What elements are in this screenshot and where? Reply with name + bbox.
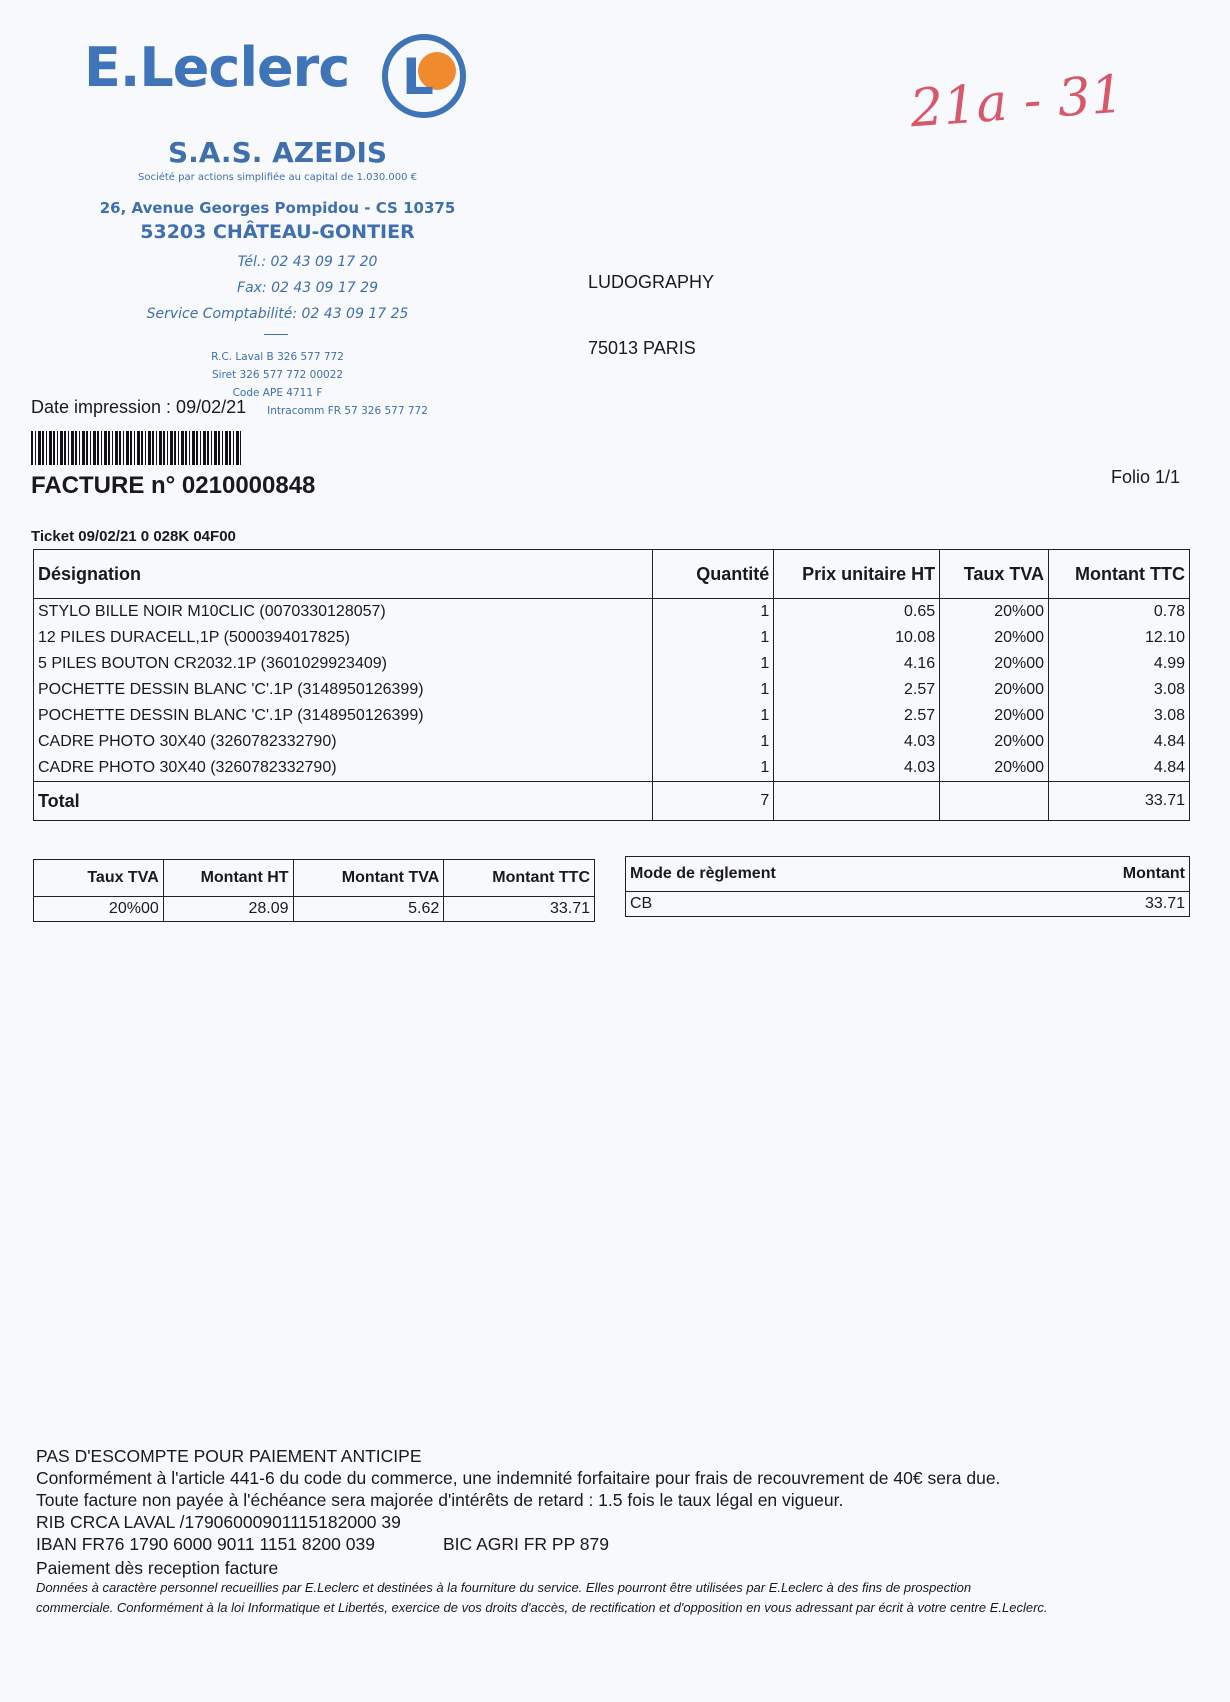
invoice-title: FACTURE n° 0210000848 <box>31 472 316 499</box>
table-row <box>34 651 1190 677</box>
col-montant-tva: Montant TVA <box>293 860 444 897</box>
table-row <box>34 897 595 922</box>
payment-table <box>625 856 1190 917</box>
item-vat-rate: 20%00 <box>940 651 1049 677</box>
vat-amount-ht: 28.09 <box>163 897 293 922</box>
vat-amount-ttc: 33.71 <box>444 897 595 922</box>
company-intracomm: Intracomm FR 57 326 577 772 <box>267 405 428 417</box>
total-empty-cell <box>940 782 1049 821</box>
item-designation: POCHETTE DESSIN BLANC 'C'.1P (3148950126399) <box>34 677 653 703</box>
table-row <box>34 625 1190 651</box>
total-empty-cell <box>774 782 940 821</box>
table-row <box>34 703 1190 729</box>
company-address-line1: 26, Avenue Georges Pompidou - CS 10375 <box>99 199 456 217</box>
footer-legal-line2: commerciale. Conformément à la loi Informatique et Libertés, exercice de vos droits d'accès, de rectification et d'opposition en vous adressant par écrit à votre centre E.Leclerc. <box>36 1600 1048 1615</box>
item-unit-price: 4.03 <box>774 729 940 755</box>
total-label: Total <box>34 782 653 821</box>
col-designation: Désignation <box>34 550 653 599</box>
total-row <box>34 782 1190 821</box>
leclerc-logo-icon <box>382 34 466 118</box>
item-quantity: 1 <box>653 625 774 651</box>
item-designation: STYLO BILLE NOIR M10CLIC (0070330128057) <box>34 599 653 626</box>
item-vat-rate: 20%00 <box>940 729 1049 755</box>
item-amount-ttc: 4.84 <box>1049 729 1190 755</box>
company-siret: Siret 326 577 772 00022 <box>211 369 344 381</box>
barcode-icon <box>31 431 241 465</box>
col-montant-ht: Montant HT <box>163 860 293 897</box>
footer-bic: BIC AGRI FR PP 879 <box>443 1534 609 1554</box>
payment-mode: CB <box>630 895 653 912</box>
item-amount-ttc: 4.99 <box>1049 651 1190 677</box>
item-vat-rate: 20%00 <box>940 755 1049 782</box>
ticket-ref: Ticket 09/02/21 0 028K 04F00 <box>31 528 236 545</box>
item-quantity: 1 <box>653 703 774 729</box>
table-row <box>34 599 1190 626</box>
item-designation: 5 PILES BOUTON CR2032.1P (3601029923409) <box>34 651 653 677</box>
payment-header <box>626 857 1190 892</box>
item-designation: POCHETTE DESSIN BLANC 'C'.1P (3148950126399) <box>34 703 653 729</box>
item-designation: CADRE PHOTO 30X40 (3260782332790) <box>34 755 653 782</box>
recipient-name: LUDOGRAPHY <box>588 272 715 292</box>
item-designation: 12 PILES DURACELL,1P (5000394017825) <box>34 625 653 651</box>
footer-legal-line1: Données à caractère personnel recueillies par E.Leclerc et destinées à la fourniture du service. Elles pourront être utilisées par E.Leclerc à des fins de prospection <box>36 1580 972 1595</box>
col-taux-tva: Taux TVA <box>34 860 164 897</box>
date-impression: Date impression : 09/02/21 <box>31 397 247 417</box>
item-quantity: 1 <box>653 677 774 703</box>
company-name: S.A.S. AZEDIS <box>167 136 388 169</box>
vat-amount-tva: 5.62 <box>293 897 444 922</box>
col-montant: Montant <box>1025 857 1190 892</box>
item-amount-ttc: 12.10 <box>1049 625 1190 651</box>
footer-late-interest: Toute facture non payée à l'échéance sera majorée d'intérêts de retard : 1.5 fois le taux légal en vigueur. <box>36 1490 844 1510</box>
company-tel: Tél.: 02 43 09 17 20 <box>237 254 378 270</box>
item-amount-ttc: 3.08 <box>1049 677 1190 703</box>
total-amount-ttc: 33.71 <box>1049 782 1190 821</box>
item-unit-price: 2.57 <box>774 703 940 729</box>
folio: Folio 1/1 <box>1111 467 1181 487</box>
item-quantity: 1 <box>653 599 774 626</box>
item-unit-price: 2.57 <box>774 677 940 703</box>
logo-mark: L <box>402 48 434 106</box>
item-vat-rate: 20%00 <box>940 703 1049 729</box>
col-taux-tva: Taux TVA <box>940 550 1049 599</box>
company-ape: Code APE 4711 F <box>232 387 323 399</box>
table-row <box>34 729 1190 755</box>
item-vat-rate: 20%00 <box>940 677 1049 703</box>
item-unit-price: 0.65 <box>774 599 940 626</box>
company-fax: Fax: 02 43 09 17 29 <box>237 280 378 296</box>
divider <box>264 334 288 335</box>
table-row <box>34 755 1190 782</box>
col-prix-unitaire: Prix unitaire HT <box>774 550 940 599</box>
footer-payment-terms: Paiement dès reception facture <box>36 1558 279 1578</box>
col-mode-reglement: Mode de règlement <box>626 857 1025 892</box>
footer-rib: RIB CRCA LAVAL /17906000901115182000 39 <box>36 1512 401 1532</box>
item-unit-price: 10.08 <box>774 625 940 651</box>
footer-recovery-indemnity: Conformément à l'article 441-6 du code du commerce, une indemnité forfaitaire pour frais de recouvrement de 40€ sera due. <box>36 1468 1001 1488</box>
recipient-city: 75013 PARIS <box>588 338 696 358</box>
leclerc-logo-text: E.Leclerc <box>84 36 350 99</box>
payment-amount: 33.71 <box>1144 895 1185 912</box>
col-quantite: Quantité <box>653 550 774 599</box>
item-vat-rate: 20%00 <box>940 625 1049 651</box>
item-vat-rate: 20%00 <box>940 599 1049 626</box>
item-unit-price: 4.16 <box>774 651 940 677</box>
table-row <box>34 677 1190 703</box>
item-designation: CADRE PHOTO 30X40 (3260782332790) <box>34 729 653 755</box>
items-table <box>33 549 1190 821</box>
items-table-header <box>34 550 1190 599</box>
item-amount-ttc: 4.84 <box>1049 755 1190 782</box>
vat-summary-header <box>34 860 595 897</box>
item-quantity: 1 <box>653 729 774 755</box>
total-quantity: 7 <box>653 782 774 821</box>
item-amount-ttc: 3.08 <box>1049 703 1190 729</box>
company-service-comptabilite: Service Comptabilité: 02 43 09 17 25 <box>146 306 409 322</box>
col-montant-ttc: Montant TTC <box>1049 550 1190 599</box>
table-row <box>626 892 1190 917</box>
company-address-line2: 53203 CHÂTEAU-GONTIER <box>140 221 415 243</box>
item-quantity: 1 <box>653 755 774 782</box>
footer-iban: IBAN FR76 1790 6000 9011 1151 8200 039 <box>36 1534 375 1554</box>
vat-rate: 20%00 <box>34 897 164 922</box>
col-montant-ttc: Montant TTC <box>444 860 595 897</box>
item-unit-price: 4.03 <box>774 755 940 782</box>
company-rc: R.C. Laval B 326 577 772 <box>211 351 344 363</box>
company-capital: Société par actions simplifiée au capital de 1.030.000 € <box>137 172 417 183</box>
item-amount-ttc: 0.78 <box>1049 599 1190 626</box>
handwritten-note: 21a - 31 <box>908 64 1126 140</box>
footer-no-discount: PAS D'ESCOMPTE POUR PAIEMENT ANTICIPE <box>36 1446 422 1466</box>
item-quantity: 1 <box>653 651 774 677</box>
vat-summary-table <box>33 859 595 922</box>
